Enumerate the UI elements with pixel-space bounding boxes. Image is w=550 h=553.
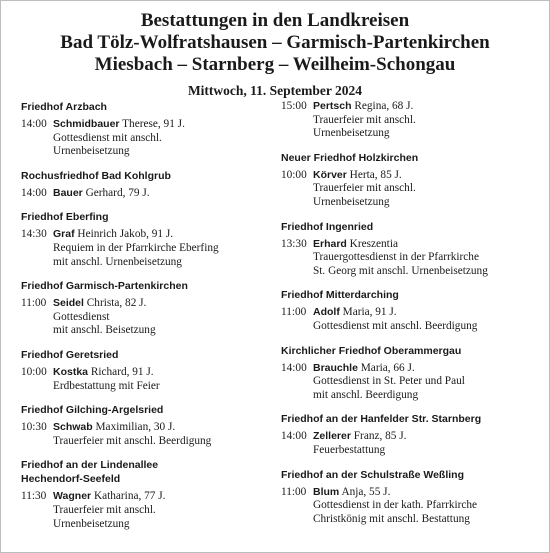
cemetery-name-line: Neuer Friedhof Holzkirchen	[281, 151, 419, 164]
cemetery-name-line: Friedhof Ingenried	[281, 220, 374, 233]
burial-time: 13:30	[281, 237, 307, 250]
cemetery-name	[21, 458, 273, 486]
cemetery-name-line: Friedhof Geretsried	[21, 348, 119, 361]
burial-time: 11:00	[281, 485, 307, 498]
cemetery-name-line: Kirchlicher Friedhof Oberammergau	[281, 344, 462, 357]
burial-details	[53, 297, 273, 338]
cemetery-name	[281, 412, 539, 426]
burial-time: 11:30	[21, 490, 47, 503]
service-detail: Gottesdienst mit anschl.	[53, 131, 162, 144]
deceased-line	[53, 228, 273, 242]
burial-entry	[21, 187, 273, 201]
burial-time: 14:00	[281, 361, 307, 374]
service-detail: Gottesdienst in der kath. Pfarrkirche	[313, 499, 478, 512]
service-detail: Feuerbestattung	[313, 443, 386, 456]
cemetery-section	[281, 220, 539, 279]
service-detail: Trauergottesdienst in der Pfarrkirche	[313, 251, 479, 264]
burial-details	[53, 421, 273, 448]
deceased-surname: Blum	[313, 485, 340, 498]
cemetery-name-line: Friedhof Eberfing	[21, 211, 109, 224]
cemetery-name	[21, 169, 273, 183]
burial-entry	[21, 228, 273, 269]
burial-details	[313, 486, 539, 527]
service-detail: Trauerfeier mit anschl.	[313, 113, 416, 126]
cemetery-name-line: Friedhof an der Hanfelder Str. Starnberg	[281, 413, 482, 426]
cemetery-section	[21, 458, 273, 531]
deceased-name-age: Gerhard, 79 J.	[82, 186, 150, 199]
cemetery-name-line: Friedhof Gilching-Argelsried	[21, 404, 164, 417]
burial-details	[53, 490, 273, 531]
service-detail: mit anschl. Beerdigung	[313, 388, 419, 401]
deceased-surname: Schmidbauer	[53, 118, 120, 130]
burial-entry	[281, 486, 539, 527]
deceased-name-age: Kreszentia	[346, 237, 398, 250]
burial-details	[313, 430, 539, 457]
deceased-name-age: Franz, 85 J.	[350, 430, 407, 443]
cemetery-name	[281, 344, 539, 358]
date-line: Mittwoch, 11. September 2024	[187, 83, 363, 98]
deceased-name-age: Richard, 91 J.	[88, 365, 154, 378]
deceased-surname: Brauchle	[313, 361, 358, 374]
service-detail: Trauerfeier mit anschl.	[313, 182, 416, 195]
title-line-1: Bestattungen in den Landkreisen	[140, 10, 410, 31]
burial-entry	[281, 362, 539, 403]
cemetery-name-line: Hechendorf-Seefeld	[21, 473, 121, 486]
burial-details	[53, 118, 273, 159]
deceased-line	[313, 169, 539, 183]
cemetery-section	[21, 169, 273, 201]
burial-details	[53, 187, 273, 201]
burial-time: 10:00	[281, 168, 307, 181]
cemetery-name	[21, 210, 273, 224]
cemetery-section	[21, 348, 273, 393]
cemetery-section	[281, 468, 539, 527]
cemetery-name	[281, 468, 539, 482]
cemetery-name-line: Friedhof an der Schulstraße Weßling	[281, 468, 464, 481]
deceased-name-age: Maria, 91 J.	[339, 306, 397, 319]
service-detail: Christkönig mit anschl. Bestattung	[313, 512, 470, 525]
cemetery-section	[281, 100, 539, 141]
cemetery-section	[21, 100, 273, 159]
deceased-name-age: Therese, 91 J.	[119, 118, 185, 130]
cemetery-section	[281, 344, 539, 403]
right-column	[281, 100, 539, 541]
burial-entry	[21, 297, 273, 338]
cemetery-name	[21, 100, 273, 114]
burial-entry	[281, 169, 539, 210]
title-line-3: Miesbach – Starnberg – Weilheim-Schongau	[94, 54, 456, 75]
deceased-name-age: Maximilian, 30 J.	[92, 421, 176, 434]
deceased-surname: Kostka	[53, 365, 89, 378]
deceased-name-age: Maria, 66 J.	[357, 361, 415, 374]
burial-details	[313, 100, 539, 141]
deceased-name-age: Christa, 82 J.	[83, 297, 147, 310]
cemetery-section	[281, 288, 539, 333]
burial-details	[53, 366, 273, 393]
deceased-line	[313, 306, 539, 320]
deceased-line	[313, 362, 539, 376]
service-detail: mit anschl. Beisetzung	[53, 324, 156, 337]
cemetery-name	[281, 288, 539, 302]
deceased-name-age: Anja, 55 J.	[339, 485, 391, 498]
burial-entry	[281, 306, 539, 333]
service-detail: mit anschl. Urnenbeisetzung	[53, 255, 182, 268]
deceased-surname: Bauer	[53, 186, 83, 199]
deceased-name-age: Herta, 85 J.	[346, 168, 402, 181]
burial-details	[313, 362, 539, 403]
service-detail: Gottesdienst	[53, 310, 110, 323]
burial-time: 15:00	[281, 100, 307, 112]
deceased-surname: Seidel	[53, 297, 84, 310]
cemetery-name	[21, 348, 273, 362]
cemetery-section	[281, 151, 539, 210]
deceased-name-age: Heinrich Jakob, 91 J.	[74, 228, 174, 241]
deceased-line	[53, 118, 273, 132]
cemetery-name-line: Rochusfriedhof Bad Kohlgrub	[21, 169, 171, 182]
cemetery-name	[281, 151, 539, 165]
deceased-surname: Adolf	[313, 306, 340, 319]
cemetery-name-line: Friedhof Arzbach	[21, 101, 107, 113]
deceased-surname: Körver	[313, 168, 347, 181]
service-detail: Urnenbeisetzung	[313, 195, 390, 208]
burial-time: 14:00	[281, 430, 307, 443]
deceased-line	[53, 187, 273, 201]
cemetery-name	[21, 279, 273, 293]
service-detail: Erdbestattung mit Feier	[53, 379, 160, 392]
cemetery-name-line: Friedhof Mitterdarching	[281, 289, 399, 302]
obituary-page	[1, 1, 549, 552]
burial-time: 10:30	[21, 421, 47, 434]
burial-time: 14:00	[21, 186, 47, 199]
page-header	[1, 1, 549, 99]
burial-time: 11:00	[21, 297, 47, 310]
deceased-name-age: Regina, 68 J.	[351, 100, 414, 112]
cemetery-section	[281, 412, 539, 457]
burial-entry	[21, 366, 273, 393]
cemetery-name	[21, 403, 273, 417]
cemetery-section	[21, 279, 273, 338]
cemetery-name	[281, 220, 539, 234]
cemetery-name-line: Friedhof Garmisch-Partenkirchen	[21, 280, 188, 293]
cemetery-name-line: Friedhof an der Lindenallee	[21, 459, 159, 472]
cemetery-section	[21, 210, 273, 269]
deceased-line	[53, 421, 273, 435]
deceased-name-age: Katharina, 77 J.	[91, 490, 166, 503]
deceased-surname: Pertsch	[313, 100, 352, 112]
burial-details	[313, 238, 539, 279]
burial-entry	[281, 238, 539, 279]
deceased-line	[53, 297, 273, 311]
deceased-surname: Erhard	[313, 237, 347, 250]
deceased-line	[53, 490, 273, 504]
service-detail: Gottesdienst mit anschl. Beerdigung	[313, 319, 478, 332]
service-detail: Urnenbeisetzung	[53, 145, 130, 158]
burial-entry	[21, 118, 273, 159]
deceased-line	[313, 430, 539, 444]
deceased-surname: Wagner	[53, 490, 92, 503]
service-detail: Trauerfeier mit anschl.	[53, 503, 156, 516]
deceased-line	[313, 238, 539, 252]
deceased-line	[313, 486, 539, 500]
burial-time: 14:30	[21, 228, 47, 241]
cemetery-section	[21, 403, 273, 448]
deceased-surname: Schwab	[53, 421, 93, 434]
burial-details	[313, 306, 539, 333]
deceased-surname: Zellerer	[313, 430, 351, 443]
left-column	[21, 100, 273, 541]
deceased-line	[313, 100, 539, 114]
service-detail: St. Georg mit anschl. Urnenbeisetzung	[313, 264, 488, 277]
burial-time: 11:00	[281, 306, 307, 319]
title-line-2: Bad Tölz-Wolfratshausen – Garmisch-Partenkirchen	[60, 32, 490, 53]
service-detail: Requiem in der Pfarrkirche Eberfing	[53, 241, 219, 254]
burial-details	[313, 169, 539, 210]
burial-details	[53, 228, 273, 269]
listing-columns	[21, 100, 539, 541]
deceased-surname: Graf	[53, 228, 75, 241]
burial-entry	[21, 421, 273, 448]
burial-time: 14:00	[21, 118, 47, 130]
service-detail: Urnenbeisetzung	[313, 127, 390, 140]
service-detail: Gottesdienst in St. Peter und Paul	[313, 375, 465, 388]
service-detail: Urnenbeisetzung	[53, 517, 130, 530]
burial-entry	[281, 100, 539, 141]
burial-entry	[281, 430, 539, 457]
burial-entry	[21, 490, 273, 531]
deceased-line	[53, 366, 273, 380]
service-detail: Trauerfeier mit anschl. Beerdigung	[53, 434, 212, 447]
burial-time: 10:00	[21, 365, 47, 378]
